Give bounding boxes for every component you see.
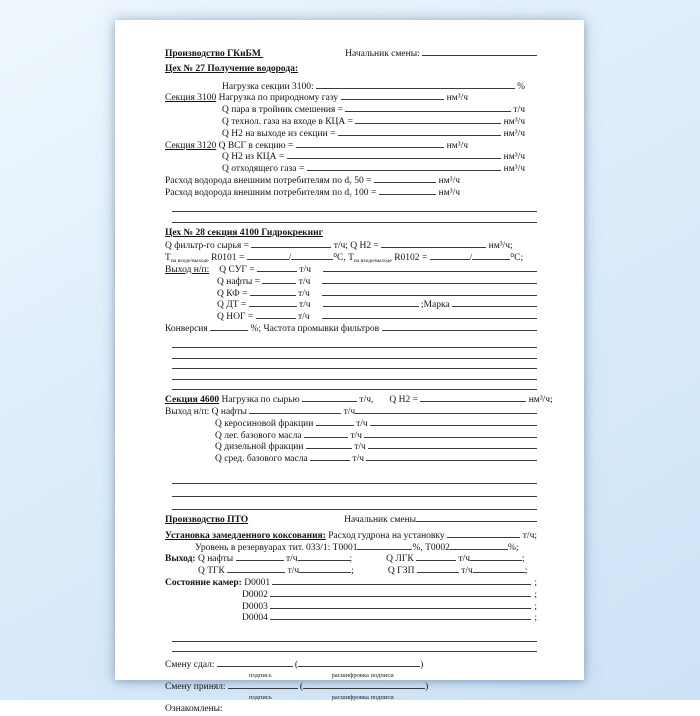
blank-field	[270, 600, 531, 609]
blank-field	[420, 393, 526, 402]
ruled-line	[172, 202, 537, 213]
label: Расход водорода внешним потребителям по d	[165, 187, 350, 198]
label: ⁰С;	[510, 253, 524, 264]
blank-field	[447, 529, 520, 538]
label: нм³/ч	[444, 140, 468, 151]
label: (	[294, 660, 299, 671]
blank-field	[310, 452, 350, 461]
name-blank	[298, 658, 420, 667]
label: Конверсия	[165, 323, 211, 334]
section-4600	[165, 393, 553, 510]
label: %, Т0002	[412, 542, 450, 553]
row-chamber-d0003	[242, 600, 537, 612]
blank-field	[381, 239, 486, 248]
signature-caption: подпись	[249, 693, 272, 701]
blank-field	[417, 564, 459, 573]
label: Q нафты	[197, 554, 236, 565]
label: Уровень в резервуарах тит. 033/1: Т0001	[195, 542, 358, 553]
row-reactor-temps	[165, 251, 537, 263]
blank-field	[296, 139, 444, 148]
label: т/ч;	[520, 530, 537, 541]
label: нм³/ч	[436, 187, 460, 198]
blank-field	[382, 322, 538, 331]
label: Q ДТ =	[217, 300, 249, 311]
label: )	[420, 660, 424, 671]
production-gkibm-header-row	[165, 47, 537, 59]
label: Q Н2 =	[389, 395, 421, 406]
row-nog	[217, 310, 537, 322]
blank-field	[452, 298, 537, 307]
row-load-3100	[222, 80, 525, 92]
blank-field	[227, 564, 285, 573]
label: ;	[534, 601, 537, 612]
label: Расход водорода внешним потребителям по d	[165, 175, 350, 186]
ruled-line	[172, 380, 537, 391]
row-vsg	[165, 139, 468, 151]
blank-field	[416, 552, 456, 561]
label: ;	[534, 613, 537, 624]
shift-supervisor-label: Начальник смены:	[345, 49, 423, 59]
row-pto-output-1	[165, 552, 537, 564]
label: 50 =	[351, 175, 374, 186]
shop27-title-row	[165, 64, 537, 76]
blank-field	[368, 440, 537, 449]
production-gkibm-title: Производство ГКиБМ	[165, 49, 264, 59]
label: Q ТГК	[198, 566, 228, 577]
label: %;	[507, 542, 519, 553]
label: Расход гудрона на установку	[325, 530, 448, 541]
label: Q пара в тройник смешения =	[222, 105, 346, 116]
row-natural-gas	[165, 91, 468, 103]
blank-field	[379, 186, 437, 195]
blank-field	[249, 298, 297, 307]
ruled-line	[172, 348, 537, 359]
document-page	[115, 20, 584, 714]
label: Q КФ =	[217, 288, 250, 299]
label: /	[288, 253, 292, 264]
signature-blank	[217, 658, 293, 667]
label: D0004	[242, 613, 271, 624]
blank-field	[270, 588, 531, 597]
label: т/ч	[353, 418, 371, 429]
label: т/ч	[295, 288, 310, 299]
blank-field	[298, 552, 350, 561]
shop-27-hydrogen	[165, 64, 537, 223]
blank-field	[357, 541, 412, 550]
shift-supervisor-blank	[416, 513, 537, 522]
row-dt	[217, 298, 537, 310]
blank-field	[262, 275, 296, 284]
section-3100-label: Секция 3100	[165, 93, 217, 104]
label: (	[299, 681, 304, 692]
blank-field	[470, 552, 522, 561]
document-content	[165, 47, 553, 716]
label: Q НОГ =	[217, 312, 256, 323]
blank-field	[366, 452, 537, 461]
ruled-line	[172, 212, 537, 223]
blank-field	[256, 310, 296, 319]
row-chamber-d0004	[242, 611, 537, 623]
label: т/ч; Q Н2 =	[331, 241, 382, 252]
label: нм³/ч	[501, 128, 525, 139]
blank-field	[450, 541, 508, 550]
row-4600-naphtha	[165, 405, 537, 417]
row-tech-gas-kca	[222, 115, 525, 127]
row-4600-mid-base-oil	[215, 452, 537, 464]
label: Нагрузка по природному газу	[216, 93, 341, 104]
name-caption: расшифровка подписи	[331, 693, 394, 701]
label: Q лег. базового масла	[215, 430, 304, 441]
row-h2-out	[222, 127, 525, 139]
blank-field	[322, 275, 537, 284]
row-tank-levels	[195, 541, 537, 553]
blank-field	[249, 405, 341, 414]
blank-field	[473, 564, 525, 573]
label: ;	[534, 578, 537, 588]
blank-field	[307, 162, 502, 171]
label: Нагрузка секции 3100:	[222, 81, 316, 92]
label: Q технол. газа на входе в КЦА =	[222, 116, 356, 127]
row-filtered-feed	[165, 239, 537, 251]
shift-accepted-label: Смену принял:	[165, 681, 228, 692]
label: R0102 =	[391, 253, 430, 264]
shop28-title-row	[165, 228, 537, 240]
blank-field	[287, 150, 502, 159]
blank-field	[247, 251, 289, 260]
ruled-line	[172, 471, 537, 484]
label: нм³/ч;	[526, 395, 553, 406]
label: у	[349, 192, 352, 199]
row-4600-load	[165, 393, 553, 406]
label: нм³/ч;	[486, 241, 513, 252]
label: Q отходящего газа =	[222, 164, 307, 175]
ruled-line	[172, 484, 537, 497]
signoff	[165, 658, 537, 715]
blank-field	[355, 405, 537, 414]
pto-header-row	[165, 513, 537, 525]
label: %	[514, 81, 525, 92]
label: ;	[524, 566, 528, 577]
row-ext-dy100	[165, 186, 460, 198]
pto-production	[165, 513, 537, 652]
label: нм³/ч	[501, 164, 525, 175]
shop-28-hydrocracking	[165, 228, 537, 391]
label: т/ч	[347, 430, 365, 441]
row-acknowledged	[165, 704, 537, 716]
label: Q ГЗП	[387, 566, 417, 577]
blank-field	[345, 103, 511, 112]
label: т/ч	[285, 566, 300, 577]
row-chamber-d0001	[165, 576, 537, 588]
label: нм³/ч	[501, 152, 525, 163]
row-naphtha	[217, 275, 537, 287]
label: ;	[351, 566, 354, 577]
blank-field	[210, 322, 248, 331]
label: т/ч	[296, 300, 311, 311]
label: на входе/выходе	[170, 257, 209, 264]
label: Q Н2 из КЦА =	[222, 152, 287, 163]
output-label: Выход:	[165, 554, 198, 565]
label: /	[469, 253, 473, 264]
label: )	[425, 681, 429, 692]
row-shift-handed	[165, 658, 537, 670]
row-steam-mix	[222, 103, 525, 115]
label: 100 =	[351, 187, 379, 198]
ruled-line	[172, 338, 537, 349]
row-4600-diesel	[215, 440, 537, 452]
blank-field	[250, 287, 296, 296]
blank-field	[257, 263, 297, 272]
ruled-line	[172, 642, 537, 653]
label: т/ч,	[357, 395, 374, 406]
row-coking-feed	[165, 529, 537, 541]
acknowledged-label: Ознакомлены:	[165, 703, 223, 714]
blank-field	[338, 127, 501, 136]
label: нм³/ч	[436, 175, 460, 186]
label: Q ЛГК	[386, 554, 417, 565]
shop27-title: Цех № 27 Получение водорода:	[165, 63, 299, 74]
label: ⁰С, Т	[333, 253, 354, 264]
label: нм³/ч	[501, 116, 525, 127]
label: т/ч	[351, 442, 369, 453]
label: ;	[522, 554, 525, 565]
ruled-line	[172, 369, 537, 380]
output-np-label: Выход н/п:	[165, 407, 212, 418]
blank-field	[236, 552, 284, 561]
label: D0002	[242, 589, 271, 600]
blank-field	[251, 239, 331, 248]
row-h2-kca	[222, 150, 525, 162]
label: D0001	[244, 578, 273, 588]
section-3120-label: Секция 3120	[165, 140, 217, 151]
pto-title: Производство ПТО	[165, 515, 249, 526]
label: Q керосиновой фракции	[215, 418, 316, 429]
signature-caption: подпись	[249, 671, 272, 679]
label: т/ч	[456, 554, 471, 565]
label: на входе/выходе	[353, 257, 392, 264]
coking-unit-label: Установка замедленного коксования:	[165, 530, 326, 541]
row-chamber-d0002	[242, 588, 537, 600]
label: %; Частота промывки фильтров	[248, 323, 382, 334]
blank-field	[272, 576, 531, 585]
row-shift-accepted	[165, 680, 537, 692]
row-sug	[165, 263, 537, 275]
blank-field	[370, 417, 537, 426]
ruled-line	[172, 359, 537, 370]
label: т/ч	[283, 554, 298, 565]
signature-blank	[228, 680, 298, 689]
shop28-title: Цех № 28 секция 4100 Гидрокрекинг	[165, 227, 323, 238]
label: Q нафты =	[217, 276, 263, 287]
shift-handed-label: Смену сдал:	[165, 660, 217, 671]
blank-field	[472, 251, 510, 260]
label: т/ч	[295, 312, 310, 323]
section-4600-label: Секция 4600	[165, 395, 220, 406]
label: т/ч	[341, 407, 356, 418]
label: ;	[534, 589, 537, 600]
row-conversion	[165, 322, 537, 334]
label: Q ВСГ в секцию =	[216, 140, 296, 151]
label: т/ч	[511, 105, 525, 116]
label: нм³/ч	[444, 93, 468, 104]
shift-supervisor-label: Начальник смены	[344, 515, 417, 526]
label: Q нафты	[211, 407, 250, 418]
row-4600-light-base-oil	[215, 429, 537, 441]
name-caption: расшифровка подписи	[331, 671, 394, 679]
row-signature-captions-1	[165, 670, 537, 678]
blank-field	[306, 440, 352, 449]
chambers-state-label: Состояние камер:	[165, 578, 245, 588]
row-ext-dy50	[165, 174, 460, 186]
blank-field	[316, 417, 354, 426]
label: Q Н2 на выходе из секции =	[222, 128, 338, 139]
blank-field	[291, 251, 333, 260]
label: D0003	[242, 601, 271, 612]
label: Q СУГ =	[219, 264, 258, 275]
label: у	[349, 180, 352, 187]
blank-field	[304, 429, 348, 438]
label: ;	[349, 554, 353, 565]
label: ;Марка	[418, 300, 453, 311]
label: т/ч	[350, 454, 367, 465]
label: Q фильтр-го сырья =	[165, 241, 252, 252]
label: т/ч	[296, 276, 311, 287]
ruled-line	[172, 497, 537, 510]
label: т/ч	[458, 566, 473, 577]
shift-supervisor-blank	[422, 47, 537, 56]
label: Т	[165, 253, 171, 264]
blank-field	[323, 298, 419, 307]
ruled-line	[172, 631, 537, 642]
blank-field	[341, 91, 445, 100]
blank-field	[364, 429, 537, 438]
blank-field	[302, 393, 357, 402]
blank-field	[322, 310, 537, 319]
blank-field	[316, 80, 515, 89]
blank-field	[322, 287, 537, 296]
header-gkibm	[165, 47, 537, 59]
row-4600-kerosene	[215, 417, 537, 429]
label: R0101 =	[208, 253, 247, 264]
row-kf	[217, 287, 537, 299]
blank-field	[374, 174, 436, 183]
row-pto-output-2	[198, 564, 537, 576]
name-blank	[303, 680, 425, 689]
label: т/ч	[297, 264, 311, 275]
blank-field	[299, 564, 351, 573]
output-np-label: Выход н/п:	[165, 264, 210, 275]
label: Q сред. базового масла	[215, 454, 311, 465]
blank-field	[270, 611, 531, 620]
row-offgas	[222, 162, 525, 174]
blank-field	[430, 251, 470, 260]
blank-field	[355, 115, 501, 124]
label: Q дизельной фракции	[215, 442, 306, 453]
label: Нагрузка по сырью	[219, 395, 303, 406]
